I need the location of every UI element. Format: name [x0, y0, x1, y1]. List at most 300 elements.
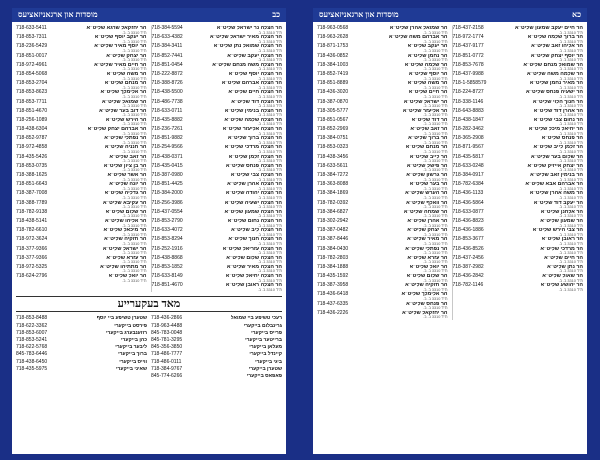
entry-name [109, 182, 146, 191]
page-running-title: מוסדות און ארגאניזאציעס [18, 10, 98, 19]
entry-name-text: הר פישל שליט"א [406, 163, 448, 169]
entry-name [103, 247, 147, 256]
entry-name [225, 109, 282, 118]
entry-phone: 718-633-4072 [151, 227, 183, 234]
entry-phone: 718-851-0772 [452, 52, 484, 59]
entry-phone: 718-384-1869 [317, 190, 349, 197]
entry-name [106, 118, 147, 127]
entry-name-text: הר אהרן שליט"א [407, 218, 448, 224]
entry-address: ת"ד 3310 ב. ב. [423, 278, 448, 283]
directory-page-left [12, 8, 286, 454]
entry-name [527, 72, 583, 81]
entry-address: ת"ד 3310 ב. ב. [558, 269, 583, 274]
entry-name-text: הר יצחק אייזיק שליט"א [527, 163, 583, 169]
entry-phone: 718-851-4670 [16, 107, 48, 114]
entry-name [533, 228, 583, 237]
entry-phone: 718-387-0980 [151, 172, 183, 178]
entry-phone: 718-377-9366 [16, 245, 48, 252]
bakery-phone: 718-486-7777 [151, 351, 183, 358]
entry-address: ת"ד 3310 ב. ב. [122, 241, 147, 246]
entry-name-text: הר אלחנן שליט"א [540, 209, 583, 215]
entry-address: ת"ד 3310 ב. ב. [122, 76, 147, 81]
entry-address: ת"ד 3310 ב. ב. [257, 232, 282, 237]
entry-phone: 718-853-7678 [452, 61, 484, 68]
entry-address: ת"ד 3310 ב. ב. [257, 48, 282, 53]
entry-address: ת"ד 3310 ב. ב. [122, 223, 147, 228]
entry-phone: 718-365-2908 [452, 135, 484, 142]
entry-phone: 718-853-7711 [16, 98, 47, 105]
entry-address: ת"ד 3310 ב. ב. [558, 186, 583, 191]
entry-name-text: הר הצלה אהרן שליט"א [227, 182, 282, 188]
entry-name-text: הר חזקיה שליט"א [405, 283, 448, 289]
entry-phone: 718-384-2000 [151, 190, 183, 197]
entry-address: ת"ד 3310 ב. ב. [122, 168, 147, 173]
entry-name [100, 265, 146, 274]
entry-name-text: הר הצלה יעקב שליט"א [227, 53, 282, 59]
entry-name [530, 81, 583, 90]
entry-address: ת"ד 3310 ב. ב. [423, 287, 448, 292]
entry-name-text: הר הצלה נחום שליט"א [227, 218, 282, 224]
entry-name [530, 173, 583, 182]
entry-phone: 718-853-2790 [151, 217, 183, 224]
entry-name [408, 81, 448, 90]
entry-address: ת"ד 3310 ב. ב. [122, 150, 147, 155]
entry-address: ת"ד 3310 ב. ב. [423, 39, 448, 44]
entry-name [523, 63, 583, 72]
entry-phone: 718-972-4961 [16, 61, 48, 68]
bakery-name: פירסט בייקערי [114, 322, 147, 329]
entry-address: ת"ד 3310 ב. ב. [558, 159, 583, 164]
bakery-entry [16, 323, 147, 330]
entry-name [109, 274, 147, 283]
entry-name-text: הר הצלה שמואל נתן שליט"א [213, 44, 282, 50]
entry-phone: 718-436-0852 [317, 52, 349, 59]
entry-name [226, 164, 282, 173]
entry-address: ת"ד 3310 ב. ב. [423, 140, 448, 145]
entry-address: ת"ד 3310 ב. ב. [257, 251, 282, 256]
entry-address: ת"ד 3310 ב. ב. [257, 195, 282, 200]
entry-name [231, 228, 282, 237]
entry-name-text: הר חנוך הלוי שליט"א [532, 99, 583, 105]
entry-name-text: הר הערש שליט"א [405, 191, 448, 197]
entry-address: ת"ד 3310 ב. ב. [423, 306, 448, 311]
entry-name [406, 302, 447, 311]
entry-name-text: הר הצלה יהודה שליט"א [225, 191, 282, 197]
bakery-column-right [151, 315, 282, 380]
entry-phone: 718-377-9366 [16, 254, 48, 261]
entry-phone: 718-437-2456 [452, 254, 484, 261]
entry-name [106, 54, 146, 63]
entry-name-text: הר ישראל שליט"א [102, 246, 147, 252]
entry-name [410, 265, 448, 274]
entry-name [534, 118, 583, 127]
entry-name-text: הר הצלה אברהם שליט"א [221, 81, 282, 87]
entry-name-text: הר הצלה בנימין שליט"א [224, 108, 282, 114]
entry-address: ת"ד 3310 ב. ב. [558, 278, 583, 283]
entry-name-text: הר הצלה יחיאל שליט"א [225, 274, 282, 280]
entry-name [227, 54, 282, 63]
entry-name [515, 26, 583, 35]
entry-name [228, 136, 282, 145]
page-number: כב [272, 10, 280, 19]
entry-address: ת"ד 3310 ב. ב. [423, 159, 448, 164]
entry-phone: 718-282-3462 [452, 126, 484, 133]
entry-address: ת"ד 3310 ב. ב. [257, 260, 282, 265]
entry-phone: 718-851-4670 [151, 282, 183, 289]
bakery-phone: 845-781-3295 [151, 337, 183, 343]
entry-name [227, 182, 282, 191]
entry-name-text: הר לייב שליט"א [409, 154, 448, 160]
entry-name-text: הר יצחק שליט"א [106, 53, 147, 59]
entry-phone: 718-851-0454 [151, 61, 183, 68]
entry-name-text: הר הצלה מרדכי שליט"א [224, 145, 282, 151]
entry-address: ת"ד 3310 ב. ב. [423, 76, 448, 81]
entry-phone: 718-852-9787 [16, 135, 48, 142]
bakery-name: ברייטער בייקערי [245, 337, 282, 343]
entry-address: ת"ד 3310 ב. ב. [122, 39, 147, 44]
entry-phone: 718-305-5777 [317, 107, 349, 114]
entry-name [410, 182, 448, 191]
entry-address: ת"ד 3310 ב. ב. [122, 232, 147, 237]
entry-address: ת"ד 3310 ב. ב. [423, 186, 448, 191]
entry-name [100, 90, 146, 99]
entry-name-text: הר הצלה ליב שליט"א [231, 228, 282, 234]
entry-phone: 718-388-7789 [16, 199, 48, 206]
bakery-name: ברוך בייקערי [118, 351, 147, 358]
entry-name-text: הר פנחס שליט"א [406, 301, 448, 307]
entry-address: ת"ד 3310 ב. ב. [558, 131, 583, 136]
bakery-name: שטערן בייקערי [248, 365, 282, 372]
entry-address: ת"ד 3310 ב. ב. [423, 241, 448, 246]
entry-name [104, 237, 146, 246]
entry-name-text: הר חיים שליט"א [408, 90, 448, 96]
entry-phone: 718-256-1089 [16, 116, 48, 123]
entry-phone: 718-387-2982 [452, 263, 484, 270]
entry-address: ת"ד 3310 ב. ב. [257, 205, 282, 210]
bakery-entry [16, 366, 147, 373]
entry-name [407, 228, 447, 237]
entry-name [412, 118, 448, 127]
entry-name-text: הר ברוך שליט"א [408, 136, 448, 142]
entry-address: ת"ד 3310 ב. ב. [257, 168, 282, 173]
entry-name [534, 201, 583, 210]
bakery-phone: 718-622-3362 [16, 322, 48, 329]
entry-name [406, 201, 447, 210]
entry-name-text: הר יונה שליט"א [109, 182, 147, 188]
bakery-name: שאיני בייקערי [116, 365, 147, 372]
entry-name [542, 274, 583, 283]
entry-name-text: הר הצלה שמעון שליט"א [224, 209, 282, 215]
entry-address: ת"ד 3310 ב. ב. [558, 232, 583, 237]
entry-name [401, 292, 447, 301]
entry-phone: 718-438-5500 [151, 89, 183, 96]
entry-name-text: הר נחום צבי שליט"א [533, 117, 583, 123]
entry-name-text: הר הצלה נר ישראל שליט"א [216, 26, 282, 31]
entry-phone: 718-387-0482 [317, 227, 349, 234]
entry-name-text: הר הצלה אליעזר שליט"א [222, 127, 282, 133]
bakery-phone: 845-356-3850 [151, 344, 183, 351]
entry-name-text: הר שמעון שליט"א [540, 218, 583, 224]
bakery-entry [151, 344, 282, 351]
entry-name-text: הר ישעיה פנחס שליט"א [525, 90, 583, 96]
entry-phone: 718-437-9177 [452, 43, 484, 50]
entry-phone: 718-435-8882 [151, 116, 183, 123]
entry-address: ת"ד 3310 ב. ב. [558, 241, 583, 246]
entry-name-text: הר יעקב יוסף שליט"א [94, 35, 147, 41]
entry-name-text: הר שלמה שליט"א [404, 62, 448, 68]
entry-address: ת"ד 3310 ב. ב. [122, 122, 147, 127]
entry-phone: 718-384-6827 [317, 208, 349, 215]
bakery-entry [151, 315, 282, 322]
entry-name [528, 35, 583, 44]
entry-name [534, 109, 583, 118]
entry-name-text: הר חיים מאיר שליט"א [94, 62, 147, 68]
entry-phone: 718-851-0567 [317, 116, 349, 123]
entry-name [525, 182, 583, 191]
entry-name [527, 164, 583, 173]
entry-address: ת"ד 3310 ב. ב. [423, 30, 448, 35]
bakery-entry [151, 351, 282, 358]
entry-address: ת"ד 3310 ב. ב. [423, 315, 448, 320]
entry-phone: 718-633-8149 [151, 273, 183, 280]
entry-name [223, 127, 282, 136]
entry-address: ת"ד 3310 ב. ב. [122, 113, 147, 118]
entry-name-text: הר אהרן דוד שליט"א [533, 108, 583, 114]
entry-address: ת"ד 3310 ב. ב. [423, 260, 448, 265]
bakery-name: רעכי טשיפע ביי שמואל [230, 315, 282, 322]
bakery-entry [151, 337, 282, 344]
entry-name-text: הר מיכאל שליט"א [103, 228, 147, 234]
entry-phone: 718-436-2842 [452, 273, 484, 280]
bakery-entry [151, 359, 282, 366]
entry-name-text: הר יעקב שליט"א [407, 44, 448, 50]
entry-name [222, 81, 282, 90]
entry-address: ת"ד 3310 ב. ב. [423, 177, 448, 182]
entry-name [533, 145, 583, 154]
entry-name [228, 90, 282, 99]
entry-phone: 718-633-5411 [16, 25, 47, 31]
entry-name [226, 191, 282, 200]
entry-phone: 718-782-6384 [452, 181, 484, 188]
entry-address: ת"ד 3310 ב. ב. [423, 232, 448, 237]
entry-phone: 718-384-3411 [151, 43, 183, 50]
entry-address: ת"ד 3310 ב. ב. [122, 205, 147, 210]
entry-phone: 718-436-3020 [317, 89, 349, 96]
entry-name-text: הר הצלה חיים שליט"א [228, 90, 282, 96]
bakery-phone: 845-774-6266 [151, 372, 183, 379]
entry-name-text: הר יחזקאל שרגא שליט"א [86, 26, 147, 31]
entry-phone: 718-854-5068 [16, 70, 48, 77]
entry-name [533, 100, 583, 109]
entry-name [530, 191, 583, 200]
entry-address: ת"ד 3310 ב. ב. [257, 223, 282, 228]
entry-name [95, 35, 147, 44]
entry-name-text: הר הצלה ישעיה שליט"א [224, 200, 282, 206]
entry-address: ת"ד 3310 ב. ב. [423, 297, 448, 302]
entry-address: ת"ד 3310 ב. ב. [423, 48, 448, 53]
entry-name-text: הר זלמן לייב שליט"א [533, 145, 583, 151]
entry-address: ת"ד 3310 ב. ב. [558, 287, 583, 292]
entry-name-text: הר שמואל שליט"א [102, 99, 147, 105]
entry-name-text: הר נפתלי שליט"א [405, 246, 448, 252]
entry-name [217, 26, 282, 35]
entry-name-text: הר בער שליט"א [409, 182, 448, 188]
entry-name-text: הר עקיבא שליט"א [103, 200, 147, 206]
bakery-phone: 718-622-5768 [16, 344, 48, 351]
entry-phone: 718-782-2803 [317, 254, 349, 261]
bakery-name: שטערן טשיפע ביי יוסף [96, 315, 147, 322]
entry-phone: 718-851-4425 [151, 181, 183, 188]
entry-address: ת"ד 3310 ב. ב. [558, 205, 583, 210]
entry-phone: 718-222-8872 [151, 70, 183, 77]
bakery-name: ווייס בייקערי [119, 358, 147, 365]
page-header [12, 8, 286, 22]
entry-name [226, 256, 282, 265]
entry-name [531, 155, 583, 164]
entry-name [540, 247, 583, 256]
entry-name-text: הר גדליה שליט"א [104, 191, 147, 197]
entry-address: ת"ד 3310 ב. ב. [423, 168, 448, 173]
entry-phone: 718-624-2796 [16, 273, 48, 280]
entry-name-text: הר בן ציון שליט"א [103, 163, 147, 169]
entry-name [403, 109, 448, 118]
entry-name-text: הר שלום שליט"א [105, 209, 147, 215]
entry-name-text: הר ברוך שלמה שליט"א [527, 35, 583, 41]
entry-name [107, 72, 147, 81]
entry-address: ת"ד 3310 ב. ב. [423, 85, 448, 90]
entry-address: ת"ד 3310 ב. ב. [423, 131, 448, 136]
page-running-title: מוסדות און ארגאניזאציעס [319, 10, 399, 19]
entry-name [531, 54, 583, 63]
entry-name [104, 164, 147, 173]
entry-address: ת"ד 3310 ב. ב. [257, 177, 282, 182]
entry-phone: 718-436-5864 [452, 199, 484, 206]
entry-name [531, 44, 583, 53]
bakery-entry [151, 330, 282, 337]
entry-name-text: הר אברהם משה שליט"א [388, 35, 448, 41]
bakery-phone: 718-435-5975 [16, 365, 48, 372]
page-header [313, 8, 587, 22]
entry-name [405, 247, 447, 256]
bakery-name: כהן בייקערי [120, 337, 147, 343]
entry-name [406, 145, 448, 154]
entry-name [389, 35, 448, 44]
bakery-name: ביגי בייקערי [255, 358, 282, 365]
entry-address: ת"ד 3310 ב. ב. [122, 48, 147, 53]
bakery-entry [16, 337, 147, 344]
entry-name-text: הר זאב שליט"א [410, 127, 448, 133]
bakery-phone: 845-783-0048 [151, 329, 183, 336]
entry-phone: 718-388-8726 [151, 80, 183, 87]
entry-address: ת"ד 3310 ב. ב. [122, 104, 147, 109]
entry-phone: 718-435-0415 [151, 162, 183, 169]
entry-name-text: הר ראובן שליט"א [541, 237, 583, 243]
bakery-name: גרינבלום בייקערי [243, 322, 282, 329]
entry-name-text: הר אלימלך שליט"א [401, 292, 448, 298]
entry-name [404, 210, 448, 219]
entry-phone: 718-633-4382 [151, 34, 183, 41]
entry-phone: 718-224-8727 [452, 89, 484, 96]
entry-phone: 718-384-5594 [151, 25, 183, 31]
entry-address: ת"ד 3310 ב. ב. [257, 269, 282, 274]
directory-entry [152, 283, 283, 292]
bakery-name: מעלאן בייקערי [249, 344, 282, 351]
section-title-bakeries: מאד בעקערייע [16, 296, 282, 312]
entry-address: ת"ד 3310 ב. ב. [257, 214, 282, 219]
entry-name [94, 44, 146, 53]
entry-name-text: הר הצלה ראובן שליט"א [225, 283, 282, 289]
entry-phone: 718-972-4858 [16, 144, 48, 151]
entry-name-text: הר נחמן שליט"א [407, 53, 448, 59]
entry-name [102, 100, 146, 109]
entry-name [86, 26, 146, 35]
bakery-name: פרייס בייקערי [251, 329, 282, 336]
entry-name-text: הר הצלה פנחס שליט"א [225, 163, 282, 169]
entry-name [409, 72, 448, 81]
entry-name [225, 201, 282, 210]
entry-name-text: הר שאול שליט"א [542, 274, 583, 280]
entry-address: ת"ד 3310 ב. ב. [558, 39, 583, 44]
bakery-entry [151, 323, 282, 330]
entry-name-text: הר שלמה משה שליט"א [527, 71, 583, 77]
entry-phone: 718-972-1774 [452, 34, 484, 41]
entry-name [104, 136, 146, 145]
entry-name-text: הר הצלה ברוך שליט"א [227, 136, 282, 142]
entry-address: ת"ד 3310 ב. ב. [558, 223, 583, 228]
entry-name-text: הר יצחק שליט"א [407, 228, 448, 234]
directory-column-right [151, 26, 283, 292]
bakery-phone: 718-853-8488 [16, 315, 48, 322]
entry-phone: 718-256-3986 [151, 199, 183, 206]
entry-address: ת"ד 3310 ב. ב. [423, 214, 448, 219]
entry-address: ת"ד 3310 ב. ב. [558, 251, 583, 256]
entry-address: ת"ד 3310 ב. ב. [122, 251, 147, 256]
entry-name [407, 164, 448, 173]
entry-address: ת"ד 3310 ב. ב. [558, 76, 583, 81]
bakery-phone: 718-436-2866 [151, 315, 183, 322]
entry-name-text: הר הצלה זלמן שליט"א [228, 154, 282, 160]
entry-address: ת"ד 3310 ב. ב. [257, 131, 282, 136]
entry-name-text: הר דוב בער שליט"א [99, 108, 147, 114]
entry-name-text: הר נפתלי שליט"א [104, 136, 147, 142]
directory-column-left [16, 26, 147, 292]
directory-page-right [313, 8, 587, 454]
entry-name-text: הר הירש שליט"א [105, 117, 147, 123]
entry-name-text: הר יואל שליט"א [108, 274, 147, 280]
entry-name-text: הר אברהם יצחק שליט"א [87, 127, 147, 133]
bakery-entry [151, 373, 282, 380]
entry-name-text: הר הצלה עזריאל שליט"א [222, 246, 282, 252]
entry-address: ת"ד 3310 ב. ב. [423, 195, 448, 200]
entry-name [227, 265, 282, 274]
entry-name-text: הר חיים יעקב שמעון שליט"א [514, 26, 583, 31]
entry-phone: 718-387-8446 [317, 236, 349, 243]
entry-name [407, 274, 448, 283]
entry-name [214, 44, 282, 53]
entry-phone: 718-437-0554 [151, 208, 183, 215]
entry-phone: 718-633-0711 [151, 107, 183, 114]
entry-phone: 718-387-0870 [317, 98, 349, 105]
bakery-name: רוזענבערג בייקערי [105, 329, 147, 336]
entry-name-text: הר יעקב דוד שליט"א [533, 200, 583, 206]
entry-name [228, 219, 282, 228]
entry-address: ת"ד 3310 ב. ב. [122, 131, 147, 136]
entry-phone: 718-851-8889 [317, 80, 349, 87]
entry-name-text: הר דוד שליט"א [411, 117, 448, 123]
entry-address: ת"ד 3310 ב. ב. [558, 85, 583, 90]
entry-phone: 718-972-5325 [16, 263, 48, 270]
entry-address: ת"ד 3310 ב. ב. [558, 260, 583, 265]
